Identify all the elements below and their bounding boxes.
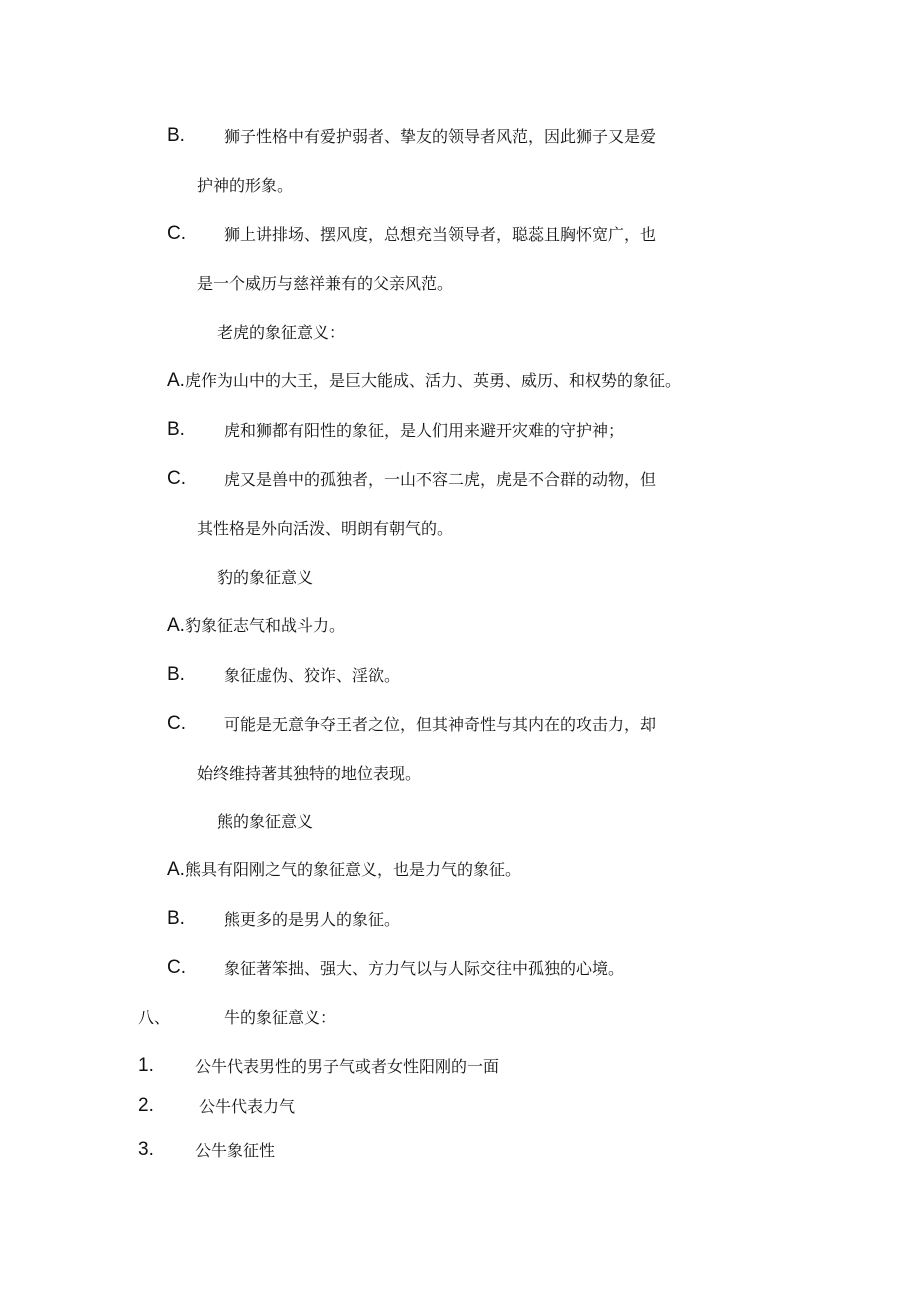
list-marker: A. [167,615,185,636]
numbered-item-text: 公牛代表男性的男子气或者女性阳刚的一面 [195,1057,500,1076]
list-marker: C. [167,468,186,489]
list-marker: C. [167,957,186,978]
list-marker: C. [167,223,186,244]
section-number: 八、 [138,1008,171,1027]
list-marker: B. [167,664,185,685]
list-item [167,615,345,637]
list-item-text: 象征虚伪、狡诈、淫欲。 [224,666,401,685]
section-heading-tiger: 老虎的象征意义： [217,323,346,342]
list-item-text: 熊更多的是男人的象征。 [224,910,401,929]
list-item-text-continued: 护神的形象。 [197,176,294,195]
list-item-text: 虎和狮都有阳性的象征，是人们用来避开灾难的守护神； [224,421,625,440]
numbered-marker: 1. [138,1055,154,1076]
list-marker: B. [167,419,185,440]
list-item-text-continued: 始终维持著其独特的地位表现。 [197,764,422,783]
list-marker: A. [167,859,185,880]
list-marker: C. [167,713,186,734]
list-item-text: 狮上讲排场、摆风度，总想充当领导者，聪蕊且胸怀宽广，也 [224,225,657,244]
list-item [167,859,521,881]
list-item-text: 虎又是兽中的孤独者，一山不容二虎，虎是不合群的动物，但 [224,470,657,489]
list-marker: B. [167,908,185,929]
numbered-marker: 2. [138,1095,154,1116]
list-item-text-continued: 其性格是外向活泼、明朗有朝气的。 [197,519,454,538]
list-marker: B. [167,125,185,146]
section-heading-ox: 牛的象征意义： [224,1008,337,1027]
list-item-text: 豹象征志气和战斗力。 [184,616,345,635]
list-item-text: 狮子性格中有爱护弱者、挚友的领导者风范，因此狮子又是爱 [224,127,657,146]
list-item-text: 可能是无意争夺王者之位，但其神奇性与其内在的攻击力，却 [224,715,657,734]
list-item [167,370,681,392]
section-heading-leopard: 豹的象征意义 [217,568,314,587]
list-marker: A. [167,370,185,391]
list-item-text-continued: 是一个威历与慈祥兼有的父亲风范。 [197,274,454,293]
numbered-marker: 3. [138,1139,154,1160]
list-item-text: 象征著笨拙、强大、方力气以与人际交往中孤独的心境。 [224,959,625,978]
list-item-text: 虎作为山中的大王，是巨大能成、活力、英勇、威历、和权势的象征。 [184,371,681,390]
numbered-item-text: 公牛象征性 [195,1141,276,1160]
list-item-text: 熊具有阳刚之气的象征意义，也是力气的象征。 [184,860,521,879]
numbered-item-text: 公牛代表力气 [199,1097,296,1116]
section-heading-bear: 熊的象征意义 [217,812,314,831]
